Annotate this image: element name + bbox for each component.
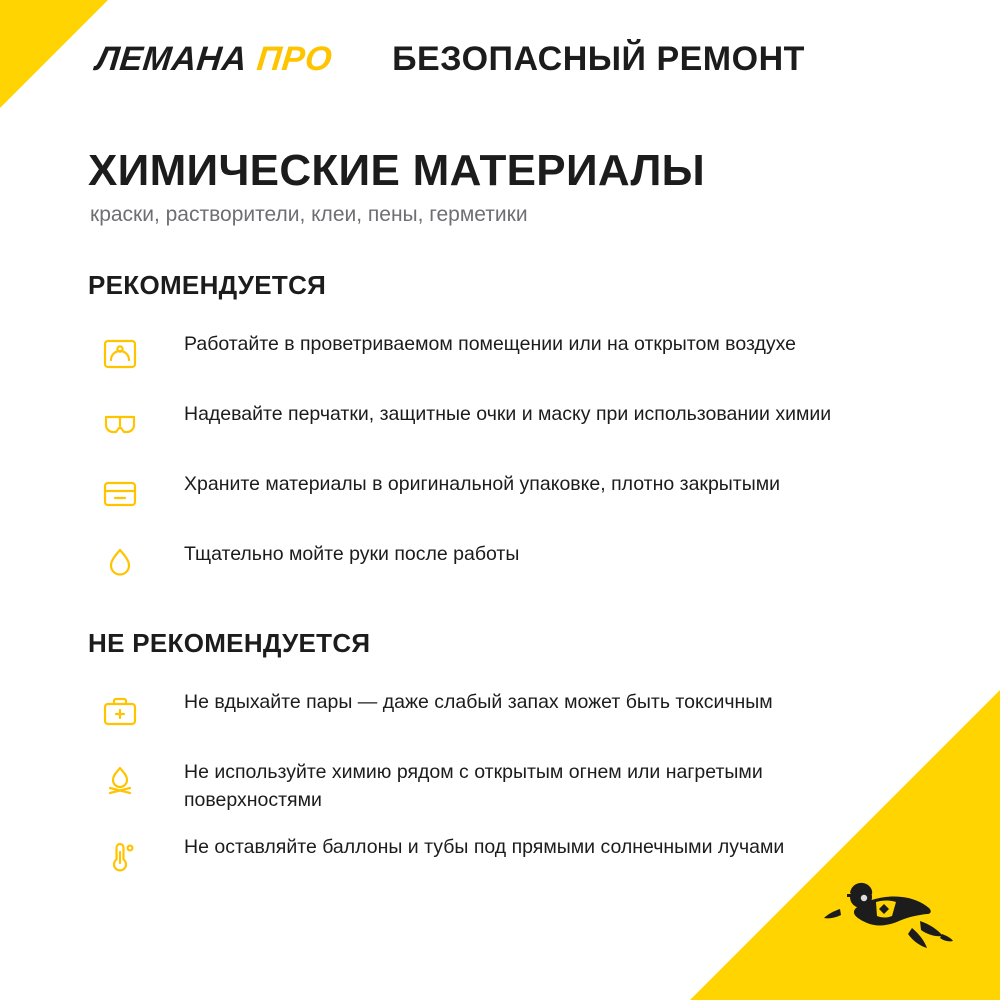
list-item-text: Не оставляйте баллоны и тубы под прямыми солнечными лучами <box>184 836 785 859</box>
first-aid-kit-icon <box>88 685 184 739</box>
list-item <box>88 467 918 521</box>
list-item-text: Не вдыхайте пары — даже слабый запах может быть токсичным <box>184 691 773 713</box>
water-drop-icon <box>88 537 184 591</box>
open-flame-icon <box>88 755 184 809</box>
brand-logo <box>94 40 335 79</box>
brand-logo-primary: ЛЕМАНА <box>94 40 250 78</box>
page-subtitle: краски, растворители, клеи, пены, герметики <box>90 203 528 226</box>
ventilation-window-icon <box>88 327 184 381</box>
safety-goggles-icon <box>88 397 184 451</box>
list-item-text: Надевайте перчатки, защитные очки и маску при использовании химии <box>184 403 832 425</box>
poster-header <box>96 40 805 79</box>
section-recommended <box>88 270 918 607</box>
list-item <box>88 537 918 591</box>
list-item-text: Тщательно мойте руки после работы <box>184 543 520 565</box>
list-item-text: Храните материалы в оригинальной упаковке, плотно закрытыми <box>184 473 781 495</box>
list-item-text: Не используйте химию рядом с открытым огнем или нагретыми поверхностями <box>184 761 763 811</box>
brand-logo-secondary: ПРО <box>255 40 335 78</box>
list-item <box>88 397 918 451</box>
corner-decoration-top-left <box>0 0 108 108</box>
list-item <box>88 755 918 814</box>
list-item <box>88 685 918 739</box>
header-title: БЕЗОПАСНЫЙ РЕМОНТ <box>392 40 805 78</box>
list-item-text: Работайте в проветриваемом помещении или на открытом воздухе <box>184 333 796 355</box>
thermometer-icon <box>88 830 184 884</box>
section-title-recommended: РЕКОМЕНДУЕТСЯ <box>88 270 327 300</box>
section-not-recommended <box>88 628 918 900</box>
list-item <box>88 830 918 884</box>
list-item <box>88 327 918 381</box>
section-title-not-recommended: НЕ РЕКОМЕНДУЕТСЯ <box>88 628 371 658</box>
flying-worker-mascot <box>816 850 966 960</box>
storage-box-icon <box>88 467 184 521</box>
page-title: ХИМИЧЕСКИЕ МАТЕРИАЛЫ <box>88 146 706 195</box>
